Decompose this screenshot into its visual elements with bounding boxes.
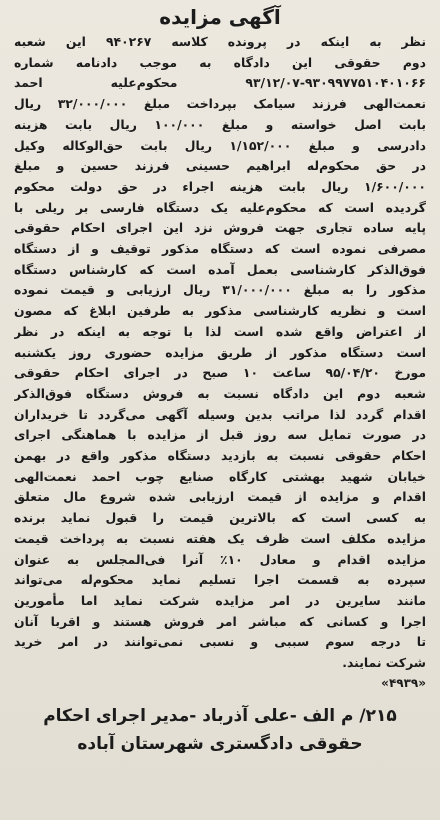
notice-line: اجرا و کسانی که مباشر امر فروش هستند و اقربا آنان [14, 613, 426, 629]
notice-line: از اعتراض واقع شده است لذا با توجه به اینکه در نظر [14, 323, 426, 339]
notice-line: شرکت نمایند. [342, 655, 426, 671]
notice-line: احکام حقوقی نسبت به بازدید دستگاه مذکور واقع در بهمن [14, 448, 426, 464]
notice-line: اقدام گردد لذا مراتب بدین وسیله آگهی می‌گردد تا خریداران [14, 406, 426, 422]
notice-line: نظر به اینکه در پرونده کلاسه ۹۴۰۲۶۷ این شعبه [14, 34, 426, 49]
notice-line: در حق محکوم‌له ابراهیم حسینی فرزند حسین و مبلغ [14, 158, 426, 174]
notice-title: آگهی مزایده [159, 5, 281, 29]
notice-line: تا درجه سوم سببی و نسبی نمی‌توانند در امر خرید [14, 634, 426, 650]
notice-line: مانند سایرین در امر مزایده شرکت نماید اما مأمورین [14, 592, 426, 608]
notice-line: به کسی است که بالاترین قیمت را قبول نماید برنده [14, 510, 426, 526]
notice-line: ۹۳/۱۲/۰۷-۹۳۰۹۹۷۷۵۱۰۴۰۱۰۶۶ محکوم‌علیه احمد [14, 75, 426, 91]
notice-line: خیابان شهید بهشتی کارگاه صنایع چوب احمد نعمت‌الهی [14, 468, 426, 484]
notice-body [14, 32, 426, 674]
notice-line: مذکور را به مبلغ ۳۱/۰۰۰/۰۰۰ ریال ارزیابی و قیمت نموده [14, 282, 426, 298]
notice-line: مورخ ۹۵/۰۴/۲۰ ساعت ۱۰ صبح در اجرای احکام حقوقی [14, 365, 426, 381]
notice-code: «۴۹۳۹» [381, 675, 426, 690]
notice-line: در صورت تمایل سه روز قبل از مزایده با هماهنگی اجرای [14, 427, 426, 443]
notice-line: پایه ساده تجاری جهت فروش نزد این اجرای احکام حقوقی [14, 220, 426, 236]
notice-line: مزایده اقدام و معادل ۱۰٪ آنرا فی‌المجلس به عنوان [14, 551, 426, 567]
notice-line: مزایده مکلف است ظرف یک هفته نسبت به پرداخت قیمت [14, 530, 426, 546]
notice-line: اقدام و مزایده از قیمت ارزیابی شده شروع مال متعلق [14, 489, 426, 505]
notice-footer [14, 702, 426, 758]
notice-line: دوم حقوقی این دادگاه به موجب دادنامه شماره [14, 54, 426, 70]
notice-line: فوق‌الذکر کارشناسی بعمل آمده است که کارشناس دستگاه [14, 261, 426, 277]
notice-line: دادرسی و مبلغ ۱/۱۵۲/۰۰۰ ریال بابت حق‌الوکاله وکیل [14, 137, 426, 153]
footer-department-line: حقوقی دادگستری شهرستان آباده [77, 733, 363, 754]
notice-line: ۱/۶۰۰/۰۰۰ ریال بابت هزینه اجراء در حق دولت محکوم [14, 178, 426, 194]
notice-line: شعبه دوم این دادگاه نسبت به فروش دستگاه فوق‌الذکر [14, 385, 426, 401]
footer-signature-line: ۲۱۵/ م الف -علی آذرباد -مدیر اجرای احکام [43, 705, 397, 726]
notice-line: نعمت‌الهی فرزند سیامک بپرداخت مبلغ ۳۲/۰۰۰/۰۰۰ ریال [14, 96, 426, 112]
notice-line: گردیده است که محکوم‌علیه یک دستگاه فارسی بر ریلی با [14, 199, 426, 215]
notice-line: است دستگاه مذکور از طریق مزایده حضوری روز یکشنبه [14, 344, 426, 360]
notice-line: سپرده به قسمت اجرا تسلیم نماید محکوم‌له می‌تواند [14, 572, 426, 588]
notice-line: است و نظریه کارشناسی مذکور به طرفین ابلاغ که مصون [14, 303, 426, 319]
notice-line: بابت اصل خواسته و مبلغ ۱۰۰/۰۰۰ ریال بابت هزینه [14, 116, 426, 132]
notice-line: مصرفی نموده است که دستگاه مذکور توقیف و از دستگاه [14, 241, 426, 257]
